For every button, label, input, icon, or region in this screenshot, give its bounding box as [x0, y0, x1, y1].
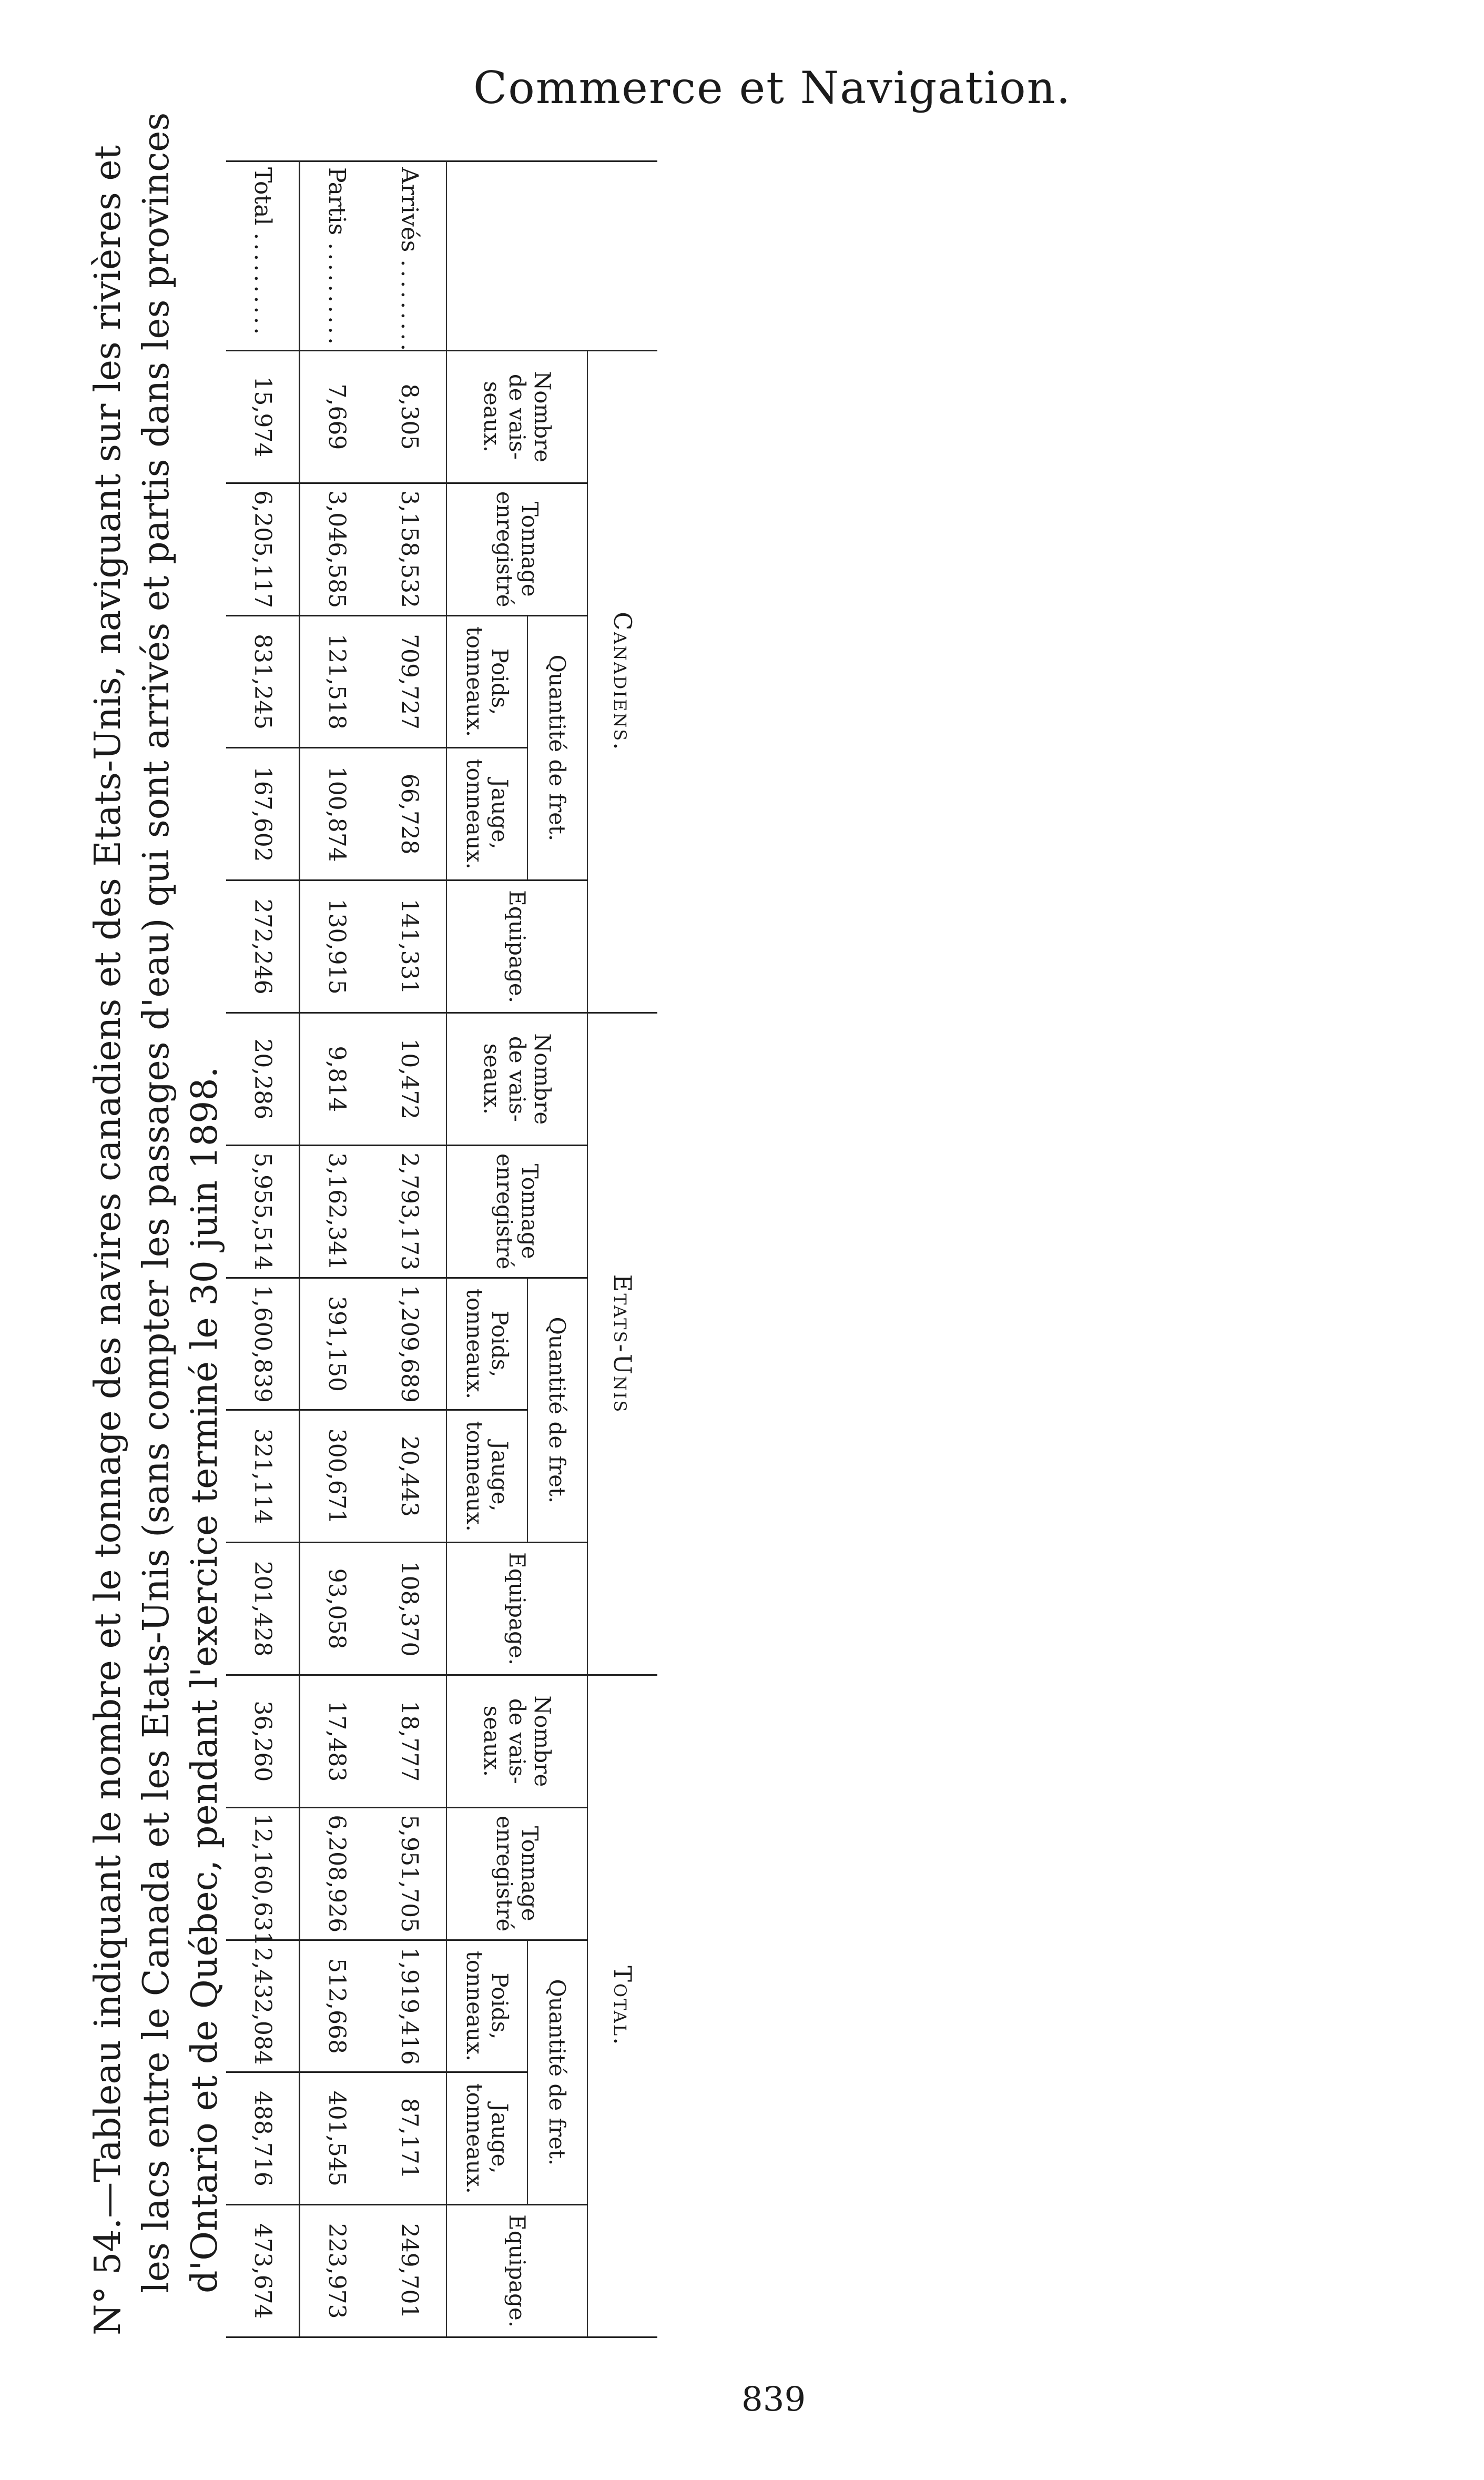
eu-equipage-header: Equipage. [446, 1543, 587, 1675]
table-cell: 141,331 [373, 880, 446, 1013]
row-header-blank [446, 161, 657, 351]
tot-poids-header: Poids, tonneaux. [446, 1940, 527, 2072]
table-cell: 512,668 [300, 1940, 373, 2072]
can-quantite-header: Quantité de fret. [527, 615, 587, 880]
statistics-table-rotated [226, 160, 657, 2338]
table-cell: 3,162,341 [300, 1145, 373, 1278]
eu-quantite-header: Quantité de fret. [527, 1278, 587, 1543]
table-cell: 249,701 [373, 2205, 446, 2337]
table-cell: 108,370 [373, 1543, 446, 1675]
table-cell: 5,951,705 [373, 1807, 446, 1940]
tot-tonnage-header: Tonnage enregistré [446, 1807, 587, 1940]
can-tonnage-header: Tonnage enregistré [446, 483, 587, 615]
row-label: Arrivés ......... [373, 161, 446, 351]
table-cell: 93,058 [300, 1543, 373, 1675]
page-header: Commerce et Navigation. [473, 62, 1072, 114]
eu-jauge-header: Jauge, tonneaux. [446, 1410, 527, 1543]
group-total: Total. [587, 1675, 657, 2337]
can-jauge-header: Jauge, tonneaux. [446, 748, 527, 880]
can-poids-header: Poids, tonneaux. [446, 615, 527, 748]
table-cell: 488,716 [226, 2072, 300, 2205]
eu-poids-header: Poids, tonneaux. [446, 1278, 527, 1410]
table-cell: 7,669 [300, 351, 373, 483]
table-cell: 87,171 [373, 2072, 446, 2205]
table-cell: 300,671 [300, 1410, 373, 1543]
table-cell: 223,973 [300, 2205, 373, 2337]
table-cell: 130,915 [300, 880, 373, 1013]
tot-quantite-header: Quantité de fret. [527, 1940, 587, 2205]
table-cell: 401,545 [300, 2072, 373, 2205]
table-cell: 3,046,585 [300, 483, 373, 615]
group-canadiens: Canadiens. [587, 351, 657, 1013]
table-cell: 6,208,926 [300, 1807, 373, 1940]
table-cell: 272,246 [226, 880, 300, 1013]
table-cell: 6,205,117 [226, 483, 300, 615]
row-label: Partis .......... [300, 161, 373, 351]
table-cell: 321,114 [226, 1410, 300, 1543]
statistics-table [226, 160, 657, 2338]
eu-tonnage-header: Tonnage enregistré [446, 1145, 587, 1278]
can-nombre-header: Nombre de vais-seaux. [446, 351, 587, 483]
tot-jauge-header: Jauge, tonneaux. [446, 2072, 527, 2205]
table-cell: 1,209,689 [373, 1278, 446, 1410]
table-cell: 473,674 [226, 2205, 300, 2337]
table-cell: 1,600,839 [226, 1278, 300, 1410]
table-cell: 831,245 [226, 615, 300, 748]
table-cell: 10,472 [373, 1013, 446, 1145]
row-label: Total .......... [226, 161, 300, 351]
caption-line-2: les lacs entre le Canada et les Etats-Unis (sans compter les passages d'eau) qui sont arrivés et partis dans les provinces [136, 112, 177, 2293]
table-cell: 100,874 [300, 748, 373, 880]
table-cell: 9,814 [300, 1013, 373, 1145]
table-row-partis [300, 161, 373, 2337]
table-cell: 20,443 [373, 1410, 446, 1543]
table-row-total [226, 161, 300, 2337]
caption-line-1: N° 54.—Tableau indiquant le nombre et le tonnage des navires canadiens et des Etats-Unis, naviguant sur les rivières et [87, 145, 129, 2335]
table-cell: 8,305 [373, 351, 446, 483]
caption-line-3: d'Ontario et de Québec, pendant l'exercice terminé le 30 juin 1898. [184, 1066, 226, 2293]
eu-nombre-header: Nombre de vais-seaux. [446, 1013, 587, 1145]
tot-equipage-header: Equipage. [446, 2205, 587, 2337]
page-number: 839 [741, 2380, 806, 2419]
table-cell: 2,793,173 [373, 1145, 446, 1278]
table-cell: 3,158,532 [373, 483, 446, 615]
table-cell: 17,483 [300, 1675, 373, 1807]
table-cell: 2,432,084 [226, 1940, 300, 2072]
table-cell: 15,974 [226, 351, 300, 483]
tot-nombre-header: Nombre de vais-seaux. [446, 1675, 587, 1807]
can-equipage-header: Equipage. [446, 880, 587, 1013]
table-cell: 167,602 [226, 748, 300, 880]
table-cell: 121,518 [300, 615, 373, 748]
table-cell: 1,919,416 [373, 1940, 446, 2072]
table-cell: 18,777 [373, 1675, 446, 1807]
table-cell: 201,428 [226, 1543, 300, 1675]
table-cell: 66,728 [373, 748, 446, 880]
table-row-arrives [373, 161, 446, 2337]
table-cell: 391,150 [300, 1278, 373, 1410]
table-cell: 20,286 [226, 1013, 300, 1145]
table-cell: 709,727 [373, 615, 446, 748]
table-cell: 12,160,631 [226, 1807, 300, 1940]
table-caption [84, 112, 231, 2335]
group-etats-unis: Etats-Unis [587, 1013, 657, 1675]
table-cell: 5,955,514 [226, 1145, 300, 1278]
table-cell: 36,260 [226, 1675, 300, 1807]
